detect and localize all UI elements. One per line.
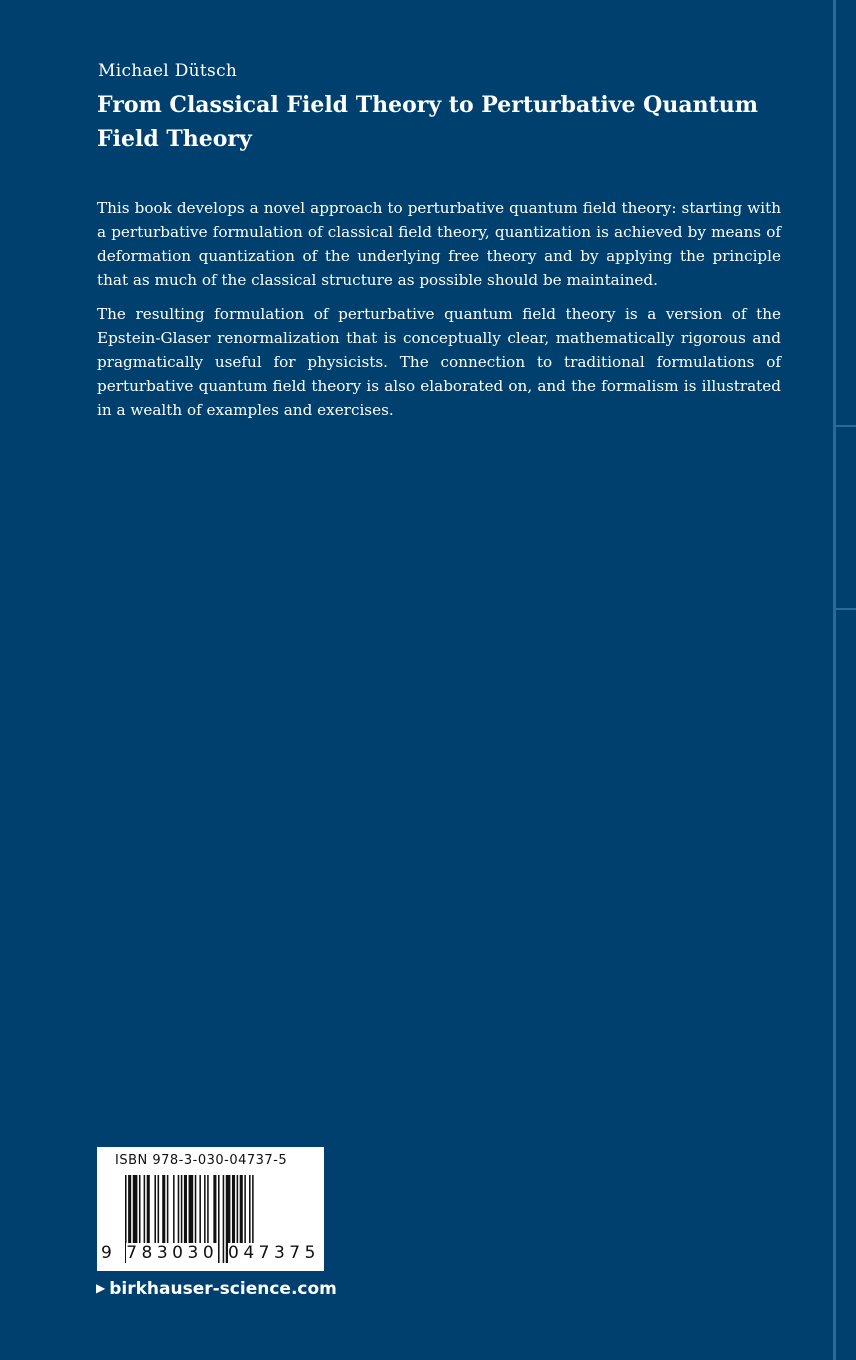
spine-fold-line [833,0,836,1360]
spine-mark [836,425,856,427]
ean-digits [101,1243,320,1263]
blurb-paragraph: The resulting formulation of perturbative quantum field theory is a version of the Epstein-Glaser renormalization that is conceptually clear, mathematically rigorous and pragmatically useful for physicists. The connection to traditional formulations of perturbative quantum field theory is also elaborated on, and the formalism is illustrated in a wealth of examples and exercises. [97,305,781,419]
author-name: Michael Dütsch [98,61,238,81]
website-label: birkhauser-science.com [109,1279,337,1299]
book-title: From Classical Field Theory to Perturbative Quantum Field Theory [97,92,759,152]
play-arrow-icon: ▶ [96,1281,106,1295]
ean-first-digit: 9 [101,1243,117,1263]
isbn-text: ISBN 978-3-030-04737-5 [115,1153,288,1168]
publisher-website[interactable] [96,1279,337,1299]
blurb-paragraph: This book develops a novel approach to perturbative quantum field theory: starting with a perturbative formulation of classical field theory, quantization is achieved by means of deformation quantization of the underlying free theory and by applying the principle that as much of the classical structure as possible should be maintained. [97,199,781,289]
ean-left-digits: 783030 [126,1243,219,1263]
blurb [97,196,781,432]
ean-right-digits: 047375 [228,1243,320,1263]
barcode [97,1147,324,1271]
spine-mark [836,608,856,610]
